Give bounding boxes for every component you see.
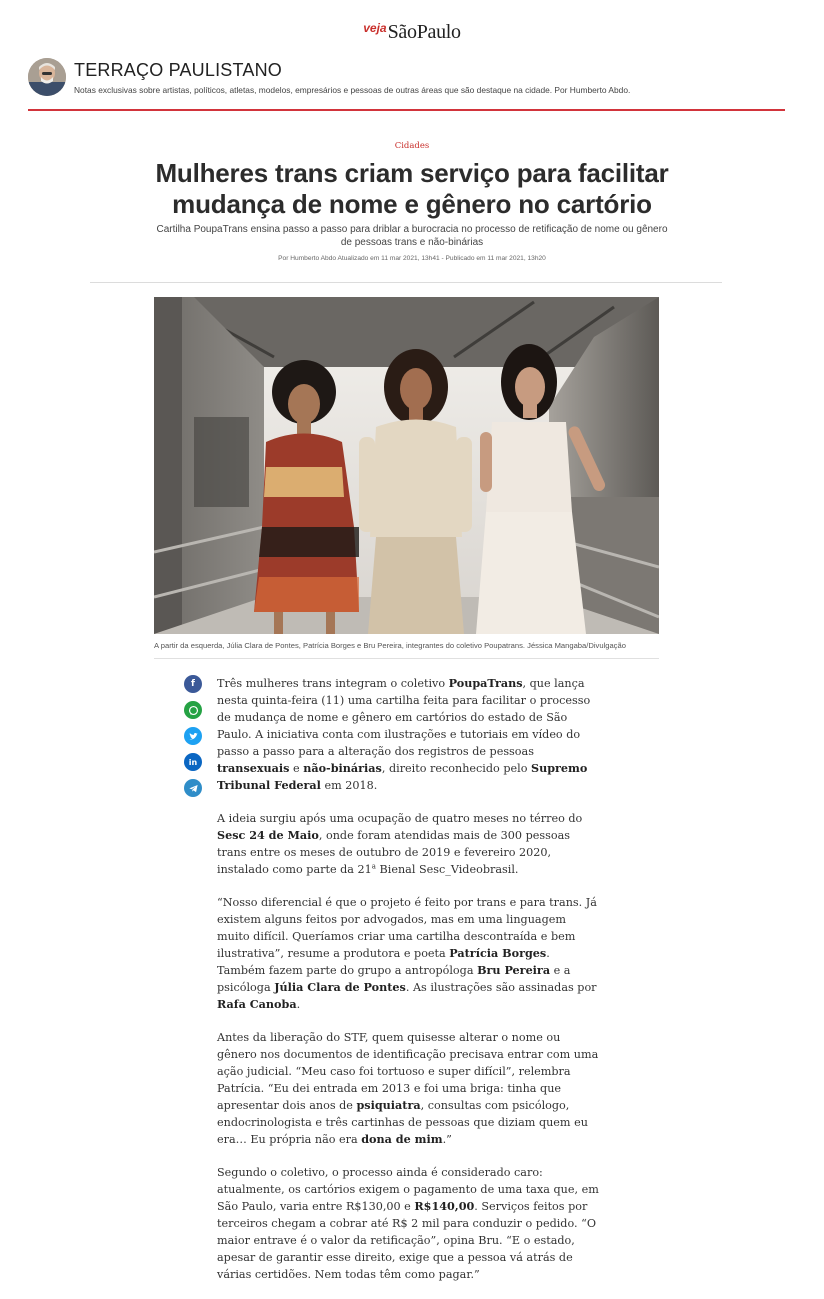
article-title <box>100 158 724 220</box>
facebook-icon[interactable]: f <box>184 675 202 693</box>
title-divider <box>90 282 722 283</box>
p3-text-5: . <box>296 998 301 1011</box>
twitter-icon[interactable] <box>184 727 202 745</box>
p3-text-3: e a psicóloga <box>217 964 571 994</box>
p5-bold-price: R$140,00 <box>414 1199 475 1213</box>
p2-text-1: A ideia surgiu após uma ocupação de quatro meses no térreo do <box>217 812 583 825</box>
p4-link-dona-de-mim[interactable]: dona de mim <box>361 1132 443 1146</box>
byline <box>0 255 824 262</box>
p2-link-sesc[interactable]: Sesc 24 de Maio <box>217 828 319 842</box>
p2-superscript: a <box>371 862 376 871</box>
blog-name[interactable]: TERRAÇO PAULISTANO <box>74 60 282 80</box>
p5-text-1: Segundo o coletivo, o processo ainda é considerado caro: atualmente, os cartórios exigem o pagamento de uma taxa que, em São Paulo, varia entre R$130,00 e <box>217 1166 599 1213</box>
p1-text-2: , que lança nesta quinta-feira (11) uma cartilha feita para facilitar o processo de mudança de nome e gênero em cartórios do estado de São Paulo. A iniciativa conta com ilustrações e tutoriais em vídeo do passo a passo para a alteração dos registros de pessoas <box>217 677 591 758</box>
photo-illustration <box>154 297 659 634</box>
byline-dates: Atualizado em 11 mar 2021, 13h41 - Publicado em 11 mar 2021, 13h20 <box>336 255 546 262</box>
p2-text-3: Bienal Sesc_Videobrasil. <box>375 863 519 876</box>
p1-link-transexuais[interactable]: transexuais <box>217 761 290 775</box>
blog-description: Notas exclusivas sobre artistas, políticos, atletas, modelos, empresários e pessoas de outras áreas que são destaque na cidade. Por Humberto Abdo. <box>74 85 631 95</box>
title-line-2: mudança de nome e gênero no cartório <box>172 189 652 219</box>
p3-bold-julia: Júlia Clara de Pontes <box>274 980 406 994</box>
paragraph-5 <box>217 1164 599 1283</box>
telegram-icon[interactable] <box>184 779 202 797</box>
p4-text-1: Antes da liberação do STF, quem quisesse alterar o nome ou gênero nos documentos de identificação precisava entrar com uma ação judicial. “Meu caso foi tortuoso e super difícil”, relembra Patrícia. “Eu dei entrada em 2013 e foi uma briga: tinha que apresentar dois anos de <box>217 1031 599 1112</box>
p1-text-5: em 2018. <box>320 779 378 792</box>
p4-text-3: .” <box>442 1133 452 1146</box>
whatsapp-icon[interactable] <box>184 701 202 719</box>
whatsapp-glyph <box>188 705 199 716</box>
p3-text-1: “Nosso diferencial é que o projeto é feito por trans e para trans. Já existem alguns feitos por advogados, mas em uma linguagem muito difícil. Queríamos criar uma cartilha descontraída e bem ilustrativa”, resume a produtora e poeta <box>217 896 597 960</box>
site-logo[interactable] <box>0 22 824 42</box>
telegram-glyph <box>188 783 199 794</box>
caption-divider <box>154 658 659 659</box>
photo-caption: A partir da esquerda, Júlia Clara de Pontes, Patrícia Borges e Bru Pereira, integrantes do coletivo Poupatrans. Jéssica Mangaba/Divulgação <box>154 641 626 650</box>
title-line-1: Mulheres trans criam serviço para facilitar <box>155 158 669 188</box>
p3-bold-bru: Bru Pereira <box>477 963 551 977</box>
p1-link-stf[interactable]: Supremo Tribunal Federal <box>217 761 588 792</box>
article-photo <box>154 297 659 634</box>
p4-link-psiquiatra[interactable]: psiquiatra <box>356 1098 421 1112</box>
p1-text-4: , direito reconhecido pelo <box>381 762 531 775</box>
p1-bold-poupatrans: PoupaTrans <box>448 676 523 690</box>
p3-bold-patricia: Patrícia Borges <box>449 946 547 960</box>
p1-link-nao-binarias[interactable]: não-binárias <box>303 761 382 775</box>
p3-text-4: . As ilustrações são assinadas por <box>405 981 597 994</box>
p3-text-2: . Também fazem parte do grupo a antropóloga <box>217 947 550 977</box>
header-divider <box>28 109 785 111</box>
logo-sao-paulo: SãoPaulo <box>387 21 461 43</box>
linkedin-icon[interactable]: in <box>184 753 202 771</box>
byline-prefix: Por <box>278 255 291 262</box>
article-body <box>217 675 599 1299</box>
p1-text-3: e <box>289 762 304 775</box>
byline-author[interactable]: Humberto Abdo <box>290 255 337 262</box>
paragraph-1 <box>217 675 599 794</box>
twitter-glyph <box>188 731 199 742</box>
p2-text-2: , onde foram atendidas mais de 300 pessoas trans entre os meses de outubro de 2019 e fevereiro 2020, instalado como parte da 21 <box>217 829 570 876</box>
paragraph-4 <box>217 1029 599 1148</box>
blog-header <box>28 58 788 108</box>
logo-veja: veja <box>363 21 387 35</box>
paragraph-2 <box>217 810 599 878</box>
p4-text-2: , consultas com psicólogo, endocrinologista e três cartinhas de pessoas que diziam quem eu era… Eu própria não era <box>217 1099 588 1146</box>
author-avatar[interactable] <box>28 58 66 96</box>
paragraph-3 <box>217 894 599 1013</box>
p3-bold-rafa: Rafa Canoba <box>217 997 297 1011</box>
article-subtitle: Cartilha PoupaTrans ensina passo a passo para driblar a burocracia no processo de retificação de nome ou gênero de pessoas trans e não-binárias <box>156 224 668 248</box>
p5-text-2: . Serviços feitos por terceiros chegam a cobrar até R$ 2 mil para conduzir o pedido. “O maior entrave é o valor da retificação”, opina Bru. “E o estado, apesar de garantir esse direito, exige que a pessoa vá atrás de várias certidões. Nem todas têm como pagar.” <box>217 1200 597 1281</box>
category-label[interactable]: Cidades <box>394 141 430 151</box>
p1-text-1: Três mulheres trans integram o coletivo <box>217 677 449 690</box>
